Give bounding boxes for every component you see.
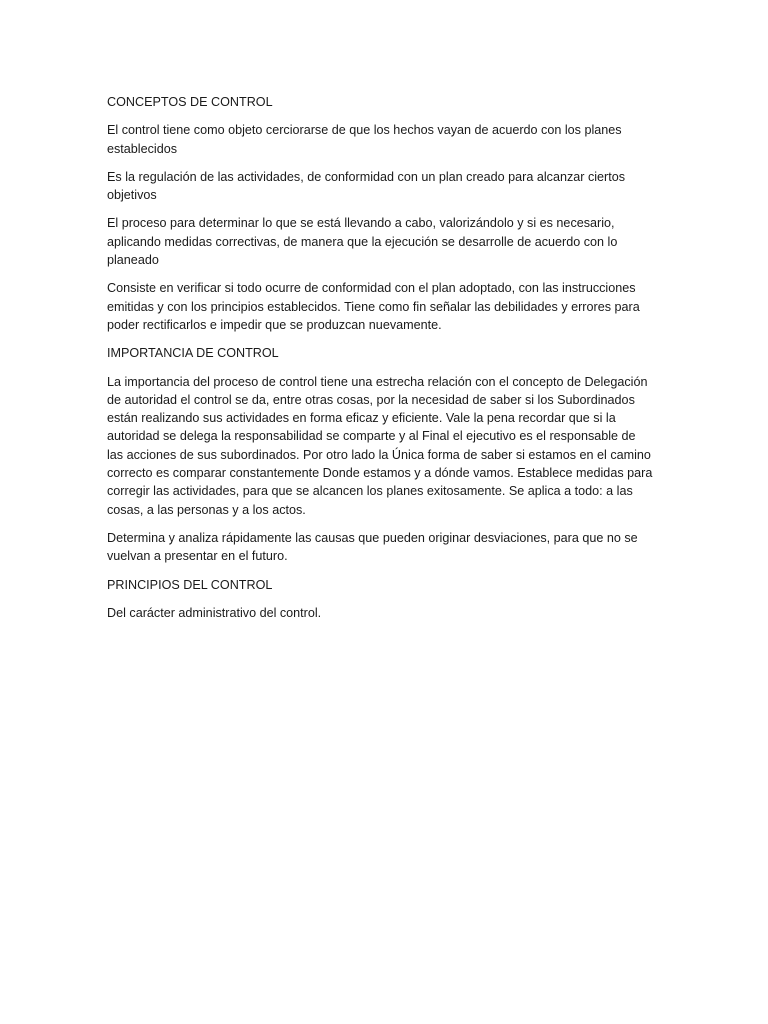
section-heading-importancia: IMPORTANCIA DE CONTROL: [107, 346, 279, 361]
section-heading-conceptos: CONCEPTOS DE CONTROL: [107, 95, 273, 109]
paragraph-objeto: El control tiene como objeto cerciorarse de que los hechos vayan de acuerdo con los planes establecidos: [107, 123, 622, 156]
paragraph-proceso: El proceso para determinar lo que se está llevando a cabo, valorizándolo y si es necesario, aplicando medidas correctivas, de manera que la ejecución se desarrolle de acuerdo con lo planeado: [107, 216, 618, 268]
paragraph-verificar: Consiste en verificar si todo ocurre de conformidad con el plan adoptado, con las instrucciones emitidas y con los principios establecidos. Tiene como fin señalar las debilidades y errores para poder rectificarlos e impedir que se produzcan nuevamente.: [107, 281, 640, 332]
paragraph-determina: Determina y analiza rápidamente las causas que pueden originar desviaciones, para que no se vuelvan a presentar en el futuro.: [107, 530, 638, 564]
section-heading-principios: PRINCIPIOS DEL CONTROL: [107, 577, 273, 592]
paragraph-caracter: Del carácter administrativo del control.: [107, 605, 322, 620]
document-body: [107, 93, 655, 632]
paragraph-regulacion: Es la regulación de las actividades, de conformidad con un plan creado para alcanzar ciertos objetivos: [107, 169, 626, 203]
paragraph-importancia: La importancia del proceso de control tiene una estrecha relación con el concepto de Delegación de autoridad el control se da, entre otras cosas, por la necesidad de saber si los Subordinados están realizando sus actividades en forma eficaz y eficiente. Vale la pena recordar que si la autoridad se delega la responsabilidad se comparte y al Final el ejecutivo es el responsable de las acciones de sus subordinados. Por otro lado la Única forma de saber si estamos en el camino correcto es comparar constantemente Donde estamos y a dónde vamos. Establece medidas para corregir las actividades, para que se alcancen los planes exitosamente. Se aplica a todo: a las cosas, a las personas y a los actos.: [107, 374, 653, 517]
